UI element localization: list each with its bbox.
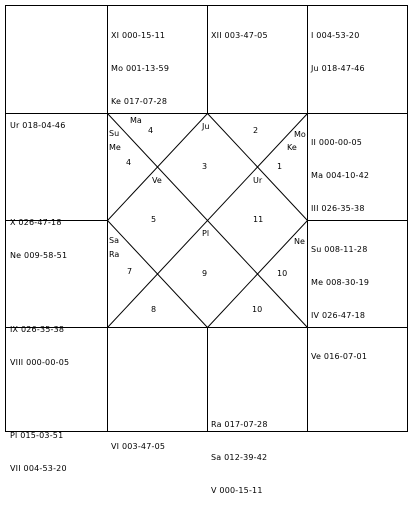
house-number: 9	[202, 269, 208, 278]
planet-label-ke: Ke	[287, 143, 297, 152]
cell-line: VI 003-47-05	[111, 442, 166, 451]
cell-line: VII 004-53-20	[10, 464, 67, 473]
cell-top-mid-left	[111, 8, 169, 118]
cell-line: Su 008-11-28	[311, 245, 368, 254]
cell-line: Ra 017-07-28	[211, 420, 268, 429]
cell-mid-lower-left	[10, 302, 69, 379]
cell-top-mid-right	[211, 8, 268, 52]
cell-line: Me 008-30-19	[311, 278, 370, 287]
cell-top-left	[10, 98, 66, 142]
cell-line: XII 003-47-05	[211, 31, 268, 40]
planet-label-ne: Ne	[294, 237, 305, 246]
planet-label-ju: Ju	[202, 122, 210, 131]
house-number: 7	[127, 267, 133, 276]
cell-line: XI 000-15-11	[111, 31, 166, 40]
cell-line: V 000-15-11	[211, 486, 263, 495]
cell-mid-upper-left	[10, 195, 67, 272]
cell-line: Ne 009-58-51	[10, 251, 68, 260]
cell-line: Ma 004-10-42	[311, 171, 370, 180]
house-number: 8	[151, 305, 157, 314]
cell-line: I 004-53-20	[311, 31, 360, 40]
house-number: 10	[252, 305, 263, 314]
cell-line: II 000-00-05	[311, 138, 363, 147]
cell-line: Ke 017-07-28	[111, 97, 168, 106]
cell-line: IV 026-47-18	[311, 311, 366, 320]
house-number: 2	[253, 126, 259, 135]
planet-label-su: Su	[109, 129, 120, 138]
house-number: 11	[253, 215, 264, 224]
cell-line: Ve 016-07-01	[311, 352, 368, 361]
planet-label-ur: Ur	[253, 176, 263, 185]
planet-label-sa: Sa	[109, 236, 119, 245]
cell-bottom-left	[10, 408, 67, 485]
house-number: 4	[126, 158, 132, 167]
house-number: 10	[277, 269, 288, 278]
cell-bottom-right	[311, 329, 367, 373]
planet-label-me: Me	[109, 143, 121, 152]
planet-label-ra: Ra	[109, 250, 120, 259]
cell-mid-lower-right	[311, 222, 369, 332]
planet-label-pl: Pl	[202, 229, 210, 238]
cell-top-right	[311, 8, 365, 85]
house-number: 1	[277, 162, 283, 171]
cell-bottom-mid-right	[211, 397, 268, 507]
house-number: 4	[148, 126, 154, 135]
cell-bottom-mid-left	[111, 419, 165, 463]
cell-line: Ju 018-47-46	[311, 64, 365, 73]
cell-line: Mo 001-13-59	[111, 64, 170, 73]
cell-mid-upper-right	[311, 115, 369, 225]
planet-label-ma: Ma	[130, 116, 142, 125]
cell-line: Pl 015-03-51	[10, 431, 64, 440]
cell-line: Sa 012-39-42	[211, 453, 268, 462]
cell-line: III 026-35-38	[311, 204, 365, 213]
cell-line: X 026-47-18	[10, 218, 62, 227]
cell-line: Ur 018-04-46	[10, 121, 66, 130]
cell-line: IX 026-35-38	[10, 325, 65, 334]
house-number: 5	[151, 215, 157, 224]
planet-label-ve: Ve	[152, 176, 162, 185]
house-number: 3	[202, 162, 208, 171]
cell-line: VIII 000-00-05	[10, 358, 70, 367]
planet-label-mo: Mo	[294, 130, 306, 139]
